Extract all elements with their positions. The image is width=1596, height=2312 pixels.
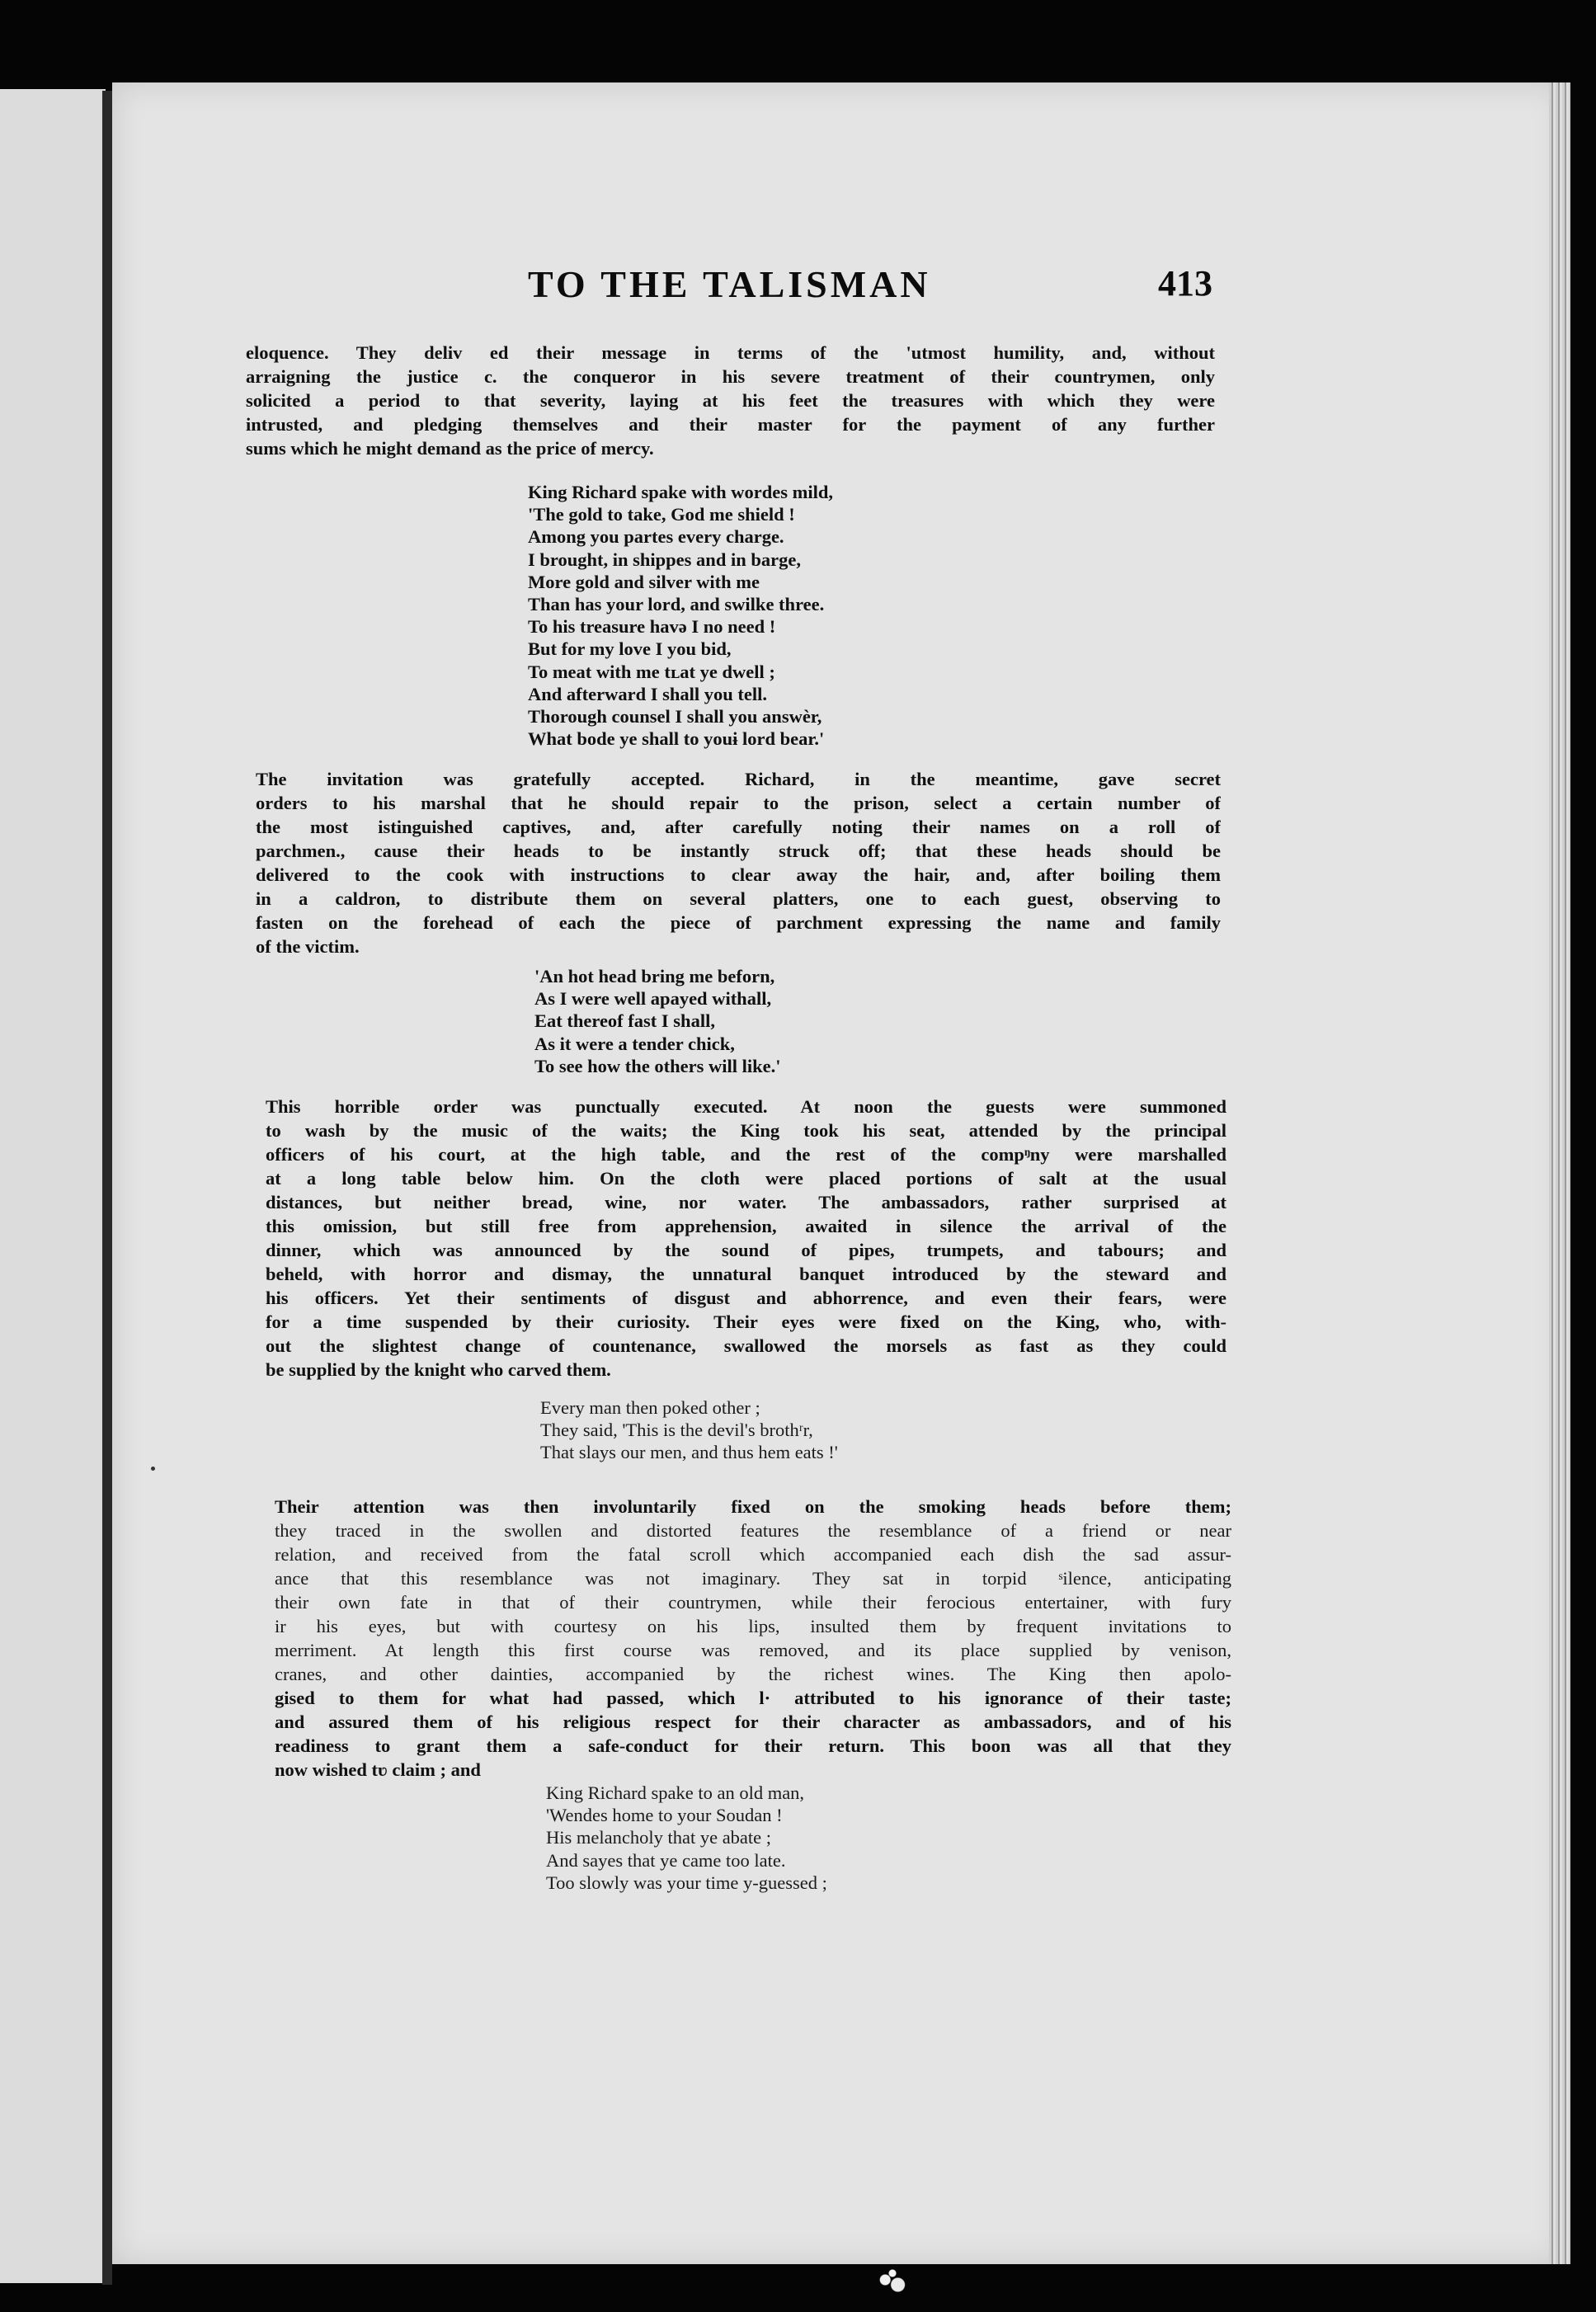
text-line: in a caldron, to distribute them on several platters, one to each guest, observing to [256,888,1221,909]
verse-line: King Richard spake with wordes mild, [528,482,834,502]
paragraph-4 [275,1495,1231,1782]
verse-line: Among you partes every charge. [528,526,784,548]
verse-line: Every man then poked other ; [540,1397,760,1418]
verse-line: 'An hot head bring me beforn, [534,966,775,986]
text-line: delivered to the cook with instructions to clear away the hair, and, after boiling them [256,864,1221,885]
verse-2 [534,965,781,1077]
verse-4 [546,1782,827,1894]
verse-line: His melancholy that ye abate ; [546,1827,772,1848]
verse-line: Too slowly was your time y-guessed ; [546,1872,827,1893]
verse-line: To meat with me tʟat ye dwell ; [528,661,775,682]
text-line: to wash by the music of the waits; the King took his seat, attended by the principal [266,1120,1226,1141]
text-line: eloquence. They deliv ed their message in terms of the 'utmost humility, and, without [246,342,1215,363]
text-line: gised to them for what had passed, which l· attributed to his ignorance of their taste; [275,1688,1231,1708]
text-line: solicited a period to that severity, laying at his feet the treasures with which they were [246,390,1215,411]
text-line: cranes, and other dainties, accompanied by the richest wines. The King then apolo- [275,1664,1231,1684]
verse-line: As I were well apayed withall, [534,988,772,1010]
text-line: beheld, with horror and dismay, the unnatural banquet introduced by the steward and [266,1264,1226,1284]
page-number: 413 [1158,263,1212,304]
verse-line: Than has your lord, and swilke three. [528,594,825,615]
text-line: The invitation was gratefully accepted. Richard, in the meantime, gave secret [256,769,1221,789]
verse-line: King Richard spake to an old man, [546,1782,805,1803]
facing-page-sliver [0,89,106,2283]
verse-1 [528,481,833,750]
verse-line: But for my love I you bid, [528,638,732,660]
verse-line: And sayes that ye came too late. [546,1849,786,1871]
text-line: fasten on the forehead of each the piece of parchment expressing the name and family [256,912,1221,933]
verse-line: More gold and silver with me [528,571,760,592]
text-line: be supplied by the knight who carved them. [266,1359,611,1380]
verse-line: That slays our men, and thus hem eats !' [540,1442,838,1463]
text-line: now wished tʋ claim ; and [275,1759,481,1780]
verse-line: They said, 'This is the devil's brothʳr, [540,1420,813,1441]
text-line: their own fate in that of their countrymen, while their ferocious entertainer, with fury [275,1592,1231,1613]
text-line: arraigning the justice c. the conqueror in his severe treatment of their countrymen, only [246,366,1215,387]
text-line: they traced in the swollen and distorted features the resemblance of a friend or near [275,1520,1231,1541]
text-line: this omission, but still free from apprehension, awaited in silence the arrival of the [266,1216,1226,1236]
verse-line: To his treasure havə I no need ! [528,616,776,638]
text-line: officers of his court, at the high table, and the rest of the compᵑny were marshalled [266,1144,1226,1165]
text-line: of the victim. [256,936,360,957]
text-line: relation, and received from the fatal scroll which accompanied each dish the sad assur- [275,1544,1231,1565]
running-head-title: TO THE TALISMAN [528,263,931,305]
text-line: his officers. Yet their sentiments of disgust and abhorrence, and even their fears, were [266,1288,1226,1308]
verse-line: And afterward I shall you tell. [528,683,768,704]
running-head [429,262,1212,312]
text-line: out the slightest change of countenance, swallowed the morsels as fast as they could [266,1335,1226,1356]
text-line: parchmen., cause their heads to be instantly struck off; that these heads should be [256,841,1221,861]
verse-line: As it were a tender chick, [534,1033,735,1054]
text-line: sums which he might demand as the price of mercy. [246,438,654,459]
paragraph-3 [266,1095,1226,1382]
text-line: intrusted, and pledging themselves and their master for the payment of any further [246,414,1215,435]
verse-3 [540,1396,838,1464]
verse-line: 'Wendes home to your Soudan ! [546,1805,783,1826]
text-line: This horrible order was punctually executed. At noon the guests were summoned [266,1096,1226,1117]
text-line: dinner, which was announced by the sound of pipes, trumpets, and tabours; and [266,1240,1226,1260]
verse-line: 'The gold to take, God me shield ! [528,504,795,525]
text-line: ir his eyes, but with courtesy on his lips, insulted them by frequent invitations to [275,1616,1231,1636]
text-line: at a long table below him. On the cloth were placed portions of salt at the usual [266,1168,1226,1189]
margin-speck [151,1467,155,1471]
text-line: the most istinguished captives, and, after carefully noting their names on a roll of [256,817,1221,837]
paragraph-2 [256,767,1221,958]
page-edges [1549,82,1570,2264]
text-line: for a time suspended by their curiosity. Their eyes were fixed on the King, who, with- [266,1311,1226,1332]
scan-dust-artifact [874,2267,911,2300]
book-gutter [102,91,112,2285]
paragraph-1 [246,341,1215,460]
text-line: readiness to grant them a safe-conduct for their return. This boon was all that they [275,1735,1231,1756]
text-line: merriment. At length this first course was removed, and its place supplied by venison, [275,1640,1231,1660]
verse-line: What bode ye shall to youɨ lord bear.' [528,728,825,750]
text-line: Their attention was then involuntarily fixed on the smoking heads before them; [275,1496,1231,1517]
text-line: distances, but neither bread, wine, nor water. The ambassadors, rather surprised at [266,1192,1226,1213]
verse-line: To see how the others will like.' [534,1055,781,1076]
verse-line: I brought, in shippes and in barge, [528,549,801,570]
verse-line: Thorough counsel I shall you answèr, [528,706,822,728]
text-line: ance that this resemblance was not imaginary. They sat in torpid ˢilence, anticipating [275,1568,1231,1589]
text-line: and assured them of his religious respect for their character as ambassadors, and of his [275,1712,1231,1732]
text-line: orders to his marshal that he should repair to the prison, select a certain number of [256,793,1221,813]
verse-line: Eat thereof fast I shall, [534,1010,715,1032]
